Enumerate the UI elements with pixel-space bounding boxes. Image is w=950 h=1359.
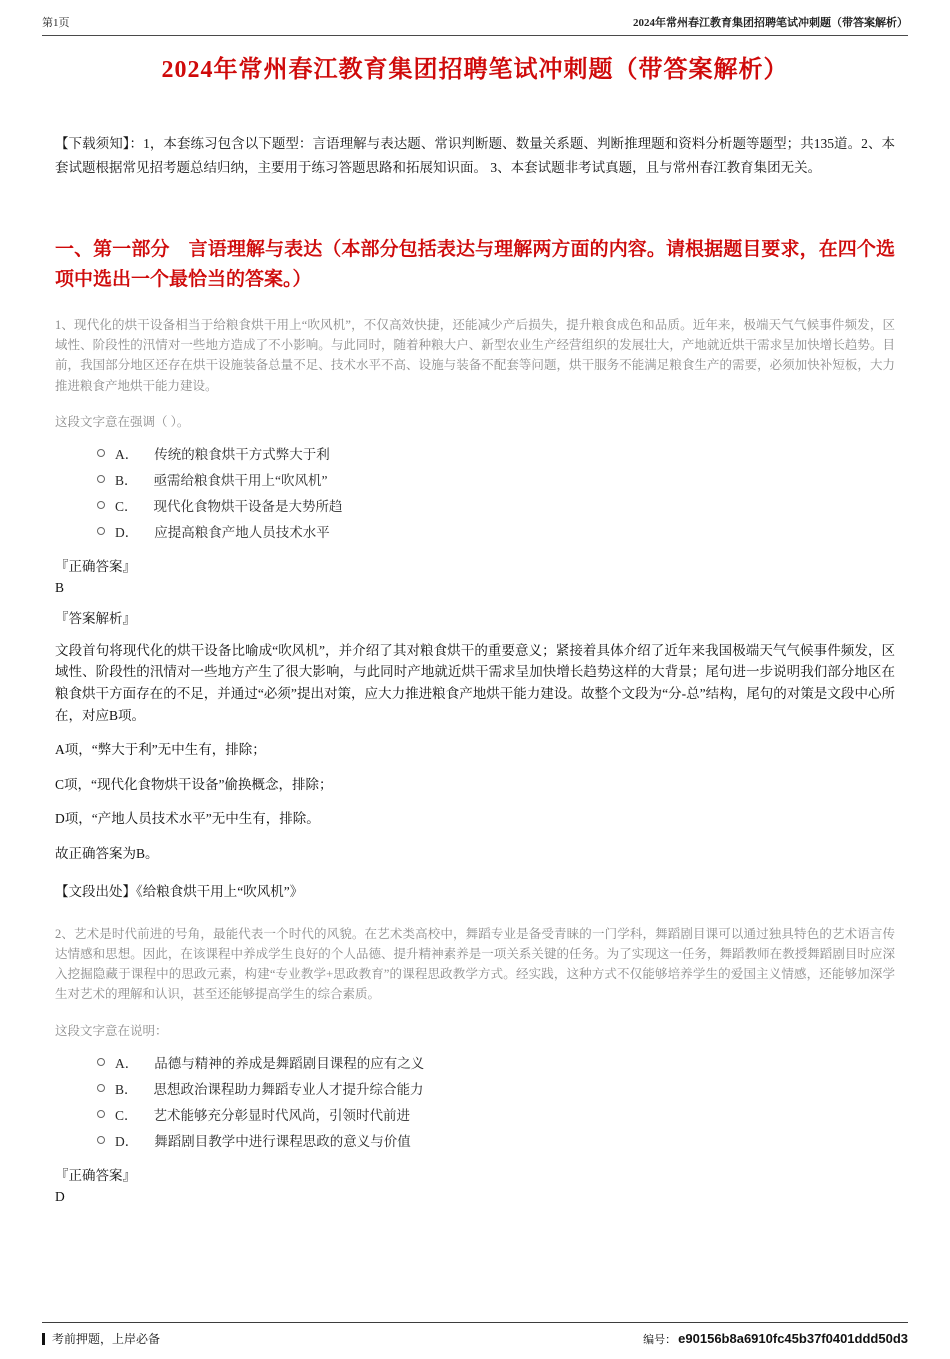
analysis-paragraph: 文段首句将现代化的烘干设备比喻成“吹风机”，并介绍了其对粮食烘干的重要意义；紧接着具体介绍了近年来我国极端天气气候事件频发，区域性、阶段性的汛情对一些地方产生了很大影响，与此同时产地就近烘干需求呈加快增长趋势这样的大背景；尾句进一步说明我们部分地区在粮食烘干方面存在的不足，并通过“必须”提出对策，应大力推进粮食产地烘干能力建设。故整个文段为“分-总”结构，尾句的对策是文段中心所在，对应B项。 [55, 642, 895, 723]
option-text: 艺术能够充分彰显时代风尚，引领时代前进 [153, 1107, 411, 1123]
option-letter: C． [115, 1107, 138, 1123]
radio-button-icon[interactable] [97, 501, 105, 509]
option-text: 传统的粮食烘干方式弊大于利 [154, 446, 330, 462]
passage-source: 【文段出处】《给粮食烘干用上“吹风机”》 [55, 883, 304, 899]
radio-button-icon[interactable] [97, 1084, 105, 1092]
correct-answer-value: D [55, 1188, 65, 1204]
option-text: 亟需给粮食烘干用上“吹风机” [153, 472, 328, 488]
analysis-paragraph: 故正确答案为B。 [55, 846, 159, 862]
radio-button-icon[interactable] [97, 1058, 105, 1066]
footer-marker-icon [42, 1333, 45, 1345]
option-letter: A． [115, 446, 139, 462]
question-prompt: 这段文字意在说明： [55, 1023, 168, 1038]
question-stem: 2、艺术是时代前进的号角，最能代表一个时代的风貌。在艺术类高校中，舞蹈专业是备受青睐的一门学科，舞蹈剧目课可以通过独具特色的艺术语言传达情感和思想。因此，在该课程中养成学生良好的个人品德、提升精神素养是一项关系关键的任务。为了实现这一任务，舞蹈教师在教授舞蹈剧目时应深入挖掘隐藏于课程中的思政元素，构建“专业教学+思政教育”的课程思政教学方式。经实践，这种方式不仅能够培养学生的爱国主义情感，还能够加深学生对艺术的理解和认识，甚至还能够提高学生的综合素质。 [55, 926, 895, 1002]
option-row [97, 466, 895, 492]
header-running-title: 2024年常州春江教育集团招聘笔试冲刺题（带答案解析） [633, 17, 908, 29]
option-row [97, 518, 895, 544]
radio-button-icon[interactable] [97, 527, 105, 535]
option-letter: D． [115, 524, 139, 540]
analysis-label: 『答案解析』 [55, 610, 136, 626]
options-list [97, 440, 895, 544]
download-notice: 【下载须知】：1，本套练习包含以下题型：言语理解与表达题、常识判断题、数量关系题、判断推理题和资料分析题等题型；共135道。2、本套试题根据常见招考题总结归纳，主要用于练习答题思路和拓展知识面。 3、本套试题非考试真题，且与常州春江教育集团无关。 [55, 136, 895, 175]
footer-slogan-text: 考前押题，上岸必备 [52, 1332, 161, 1346]
page-number: 第1页 [42, 17, 70, 29]
option-row [97, 1127, 895, 1153]
radio-button-icon[interactable] [97, 475, 105, 483]
option-row [97, 440, 895, 466]
section-heading: 一、第一部分 言语理解与表达（本部分包括表达与理解两方面的内容。请根据题目要求，在四个选项中选出一个最恰当的答案。） [55, 238, 895, 290]
option-row [97, 1075, 895, 1101]
serial-number: e90156b8a6910fc45b37f0401ddd50d3 [678, 1330, 908, 1346]
radio-button-icon[interactable] [97, 1136, 105, 1144]
option-row [97, 1049, 895, 1075]
correct-answer-value: B [55, 579, 65, 595]
footer-serial [643, 1331, 908, 1347]
option-text: 品德与精神的养成是舞蹈剧目课程的应有之义 [154, 1055, 425, 1071]
option-letter: B． [115, 472, 138, 488]
document-page [0, 14, 950, 1359]
option-letter: A． [115, 1055, 139, 1071]
option-text: 舞蹈剧目教学中进行课程思政的意义与价值 [154, 1133, 411, 1149]
option-text: 应提高粮食产地人员技术水平 [154, 524, 330, 540]
options-list [97, 1049, 895, 1153]
page-header [42, 14, 908, 36]
serial-label: 编号： [643, 1333, 677, 1346]
option-letter: D． [115, 1133, 139, 1149]
answer-analysis [55, 640, 895, 865]
question-1 [55, 315, 895, 900]
radio-button-icon[interactable] [97, 1110, 105, 1118]
footer-slogan [42, 1330, 160, 1347]
option-letter: C． [115, 498, 138, 514]
document-title: 2024年常州春江教育集团招聘笔试冲刺题（带答案解析） [161, 57, 789, 83]
question-prompt: 这段文字意在强调（ ）。 [55, 414, 190, 429]
analysis-paragraph: D项，“产地人员技术水平”无中生有，排除。 [55, 811, 320, 827]
correct-answer-label: 『正确答案』 [55, 558, 136, 574]
correct-answer-label: 『正确答案』 [55, 1167, 136, 1183]
option-text: 现代化食物烘干设备是大势所趋 [153, 498, 343, 514]
option-text: 思想政治课程助力舞蹈专业人才提升综合能力 [153, 1081, 424, 1097]
radio-button-icon[interactable] [97, 449, 105, 457]
page-footer [42, 1322, 908, 1347]
question-2 [55, 924, 895, 1205]
question-stem: 1、现代化的烘干设备相当于给粮食烘干用上“吹风机”，不仅高效快捷，还能减少产后损失，提升粮食成色和品质。近年来，极端天气气候事件频发，区域性、阶段性的汛情对一些地方造成了不小影响。与此同时，随着种粮大户、新型农业生产经营组织的发展壮大，产地就近烘干需求呈加快增长趋势。目前，我国部分地区还存在烘干设施装备总量不足、技术水平不高、设施与装备不配套等问题，烘干服务不能满足粮食生产的需要，必须加快补短板，大力推进粮食产地烘干能力建设。 [55, 317, 895, 393]
analysis-paragraph: A项，“弊大于利”无中生有，排除； [55, 742, 266, 758]
analysis-paragraph: C项，“现代化食物烘干设备”偷换概念，排除； [55, 776, 333, 792]
page-content [0, 54, 950, 1205]
option-letter: B． [115, 1081, 138, 1097]
option-row [97, 1101, 895, 1127]
option-row [97, 492, 895, 518]
